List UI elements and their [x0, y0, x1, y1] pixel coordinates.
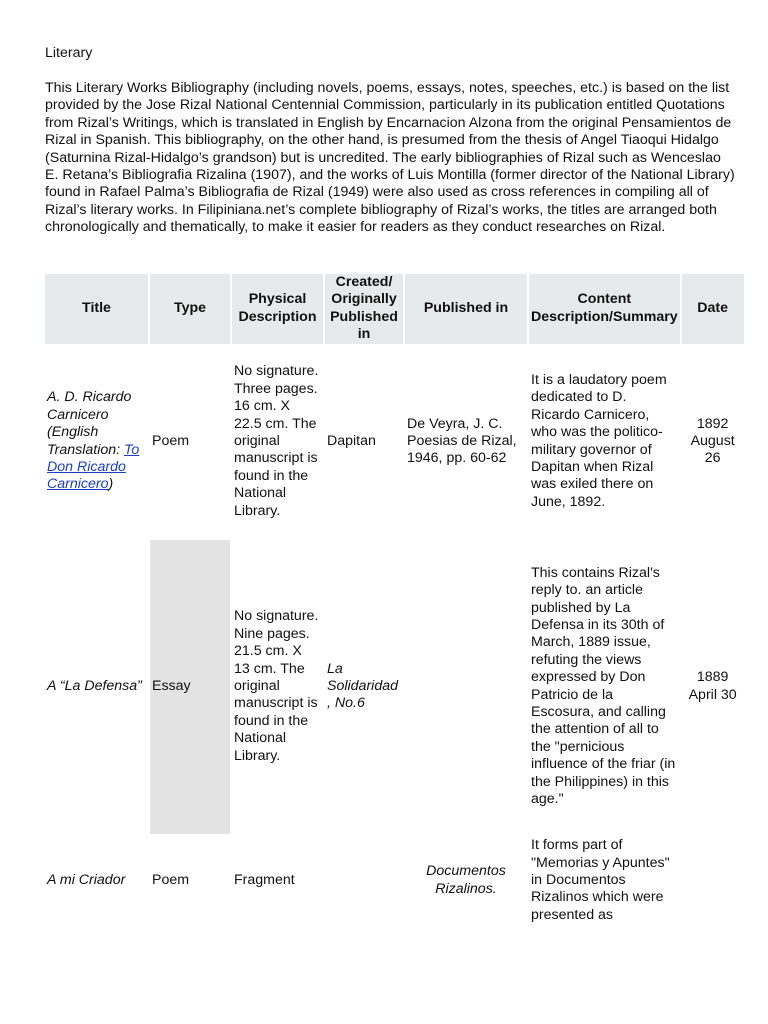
table-row [45, 346, 744, 538]
cell-summary: It forms part of "Memorias y Apuntes" in Documentos Rizalinos which were presented as [531, 837, 670, 923]
table-row [45, 540, 744, 834]
cell-created: Dapitan [327, 432, 376, 449]
col-header-summary: Content Description/Summary [529, 274, 680, 344]
cell-title: A mi Criador [47, 871, 126, 888]
cell-date: 1892 August 26 [690, 415, 735, 467]
cell-physical: Fragment [234, 871, 295, 888]
cell-date: 1889 April 30 [688, 669, 737, 703]
cell-created [325, 836, 403, 926]
cell-physical: No signature. Nine pages. 21.5 cm. X 13 cm. The original manuscript is found in the National Library. [234, 608, 319, 764]
cell-type: Essay [150, 540, 230, 834]
cell-title: A “La Defensa” [47, 677, 142, 694]
cell-summary: It is a laudatory poem dedicated to D. Ricardo Carnicero, who was the politico-military governor of Dapitan when Rizal was exiled there on June, 1892. [531, 372, 667, 510]
table-header-row [45, 274, 744, 344]
cell-published: Documentos Rizalinos. [426, 863, 506, 897]
intro-paragraph: This Literary Works Bibliography (including novels, poems, essays, notes, speeches, etc.) is based on the list provided by the Jose Rizal National Centennial Commission, particularly in its publication entitled Quotations from Rizal’s Writings, which is translated in English by Encarnacion Alzona from the original Pensamientos de Rizal in Spanish. This bibliography, on the other hand, is presumed from the thesis of Angel Tiaoqui Hidalgo (Saturnina Rizal-Hidalgo’s grandson) but is uncredited. The early bibliographies of Rizal such as Wenceslao E. Retana’s Bibliografia Rizalina (1907), and the works of Luis Montilla (former director of the National Library) found in Rafael Palma’s Bibliografia de Rizal (1949) were also used as cross references in compiling all of Rizal’s literary works. In Filipiniana.net’s complete bibliography of Rizal’s works, the titles are arranged both chronologically and thematically, to make it easier for readers as they conduct researches on Rizal. [45, 80, 735, 236]
title-link[interactable]: To Don Ricardo Carnicero [47, 441, 140, 493]
cell-date [682, 836, 744, 926]
cell-type: Poem [152, 432, 190, 449]
cell-created: La Solidaridad , No.6 [327, 660, 398, 712]
cell-title [45, 346, 148, 538]
col-header-title: Title [45, 274, 148, 344]
title-text: A. D. Ricardo Carnicero (English Translation: [47, 389, 132, 458]
cell-physical: No signature. Three pages. 16 cm. X 22.5 cm. The original manuscript is found in the National Library. [234, 363, 319, 519]
col-header-date: Date [682, 274, 744, 344]
cell-published: De Veyra, J. C. Poesias de Rizal, 1946, pp. 60-62 [407, 415, 517, 467]
table-row [45, 836, 744, 926]
cell-summary: This contains Rizal's reply to. an article published by La Defensa in its 30th of March, 1889 issue, refuting the views expressed by Don Patricio de la Escosura, and calling the attention of all to the "pernicious influence of the friar (in the Philippines) in this age." [531, 564, 676, 808]
cell-published [405, 540, 527, 834]
col-header-type: Type [150, 274, 230, 344]
page-heading: Literary [45, 45, 93, 61]
bibliography-table [43, 272, 746, 928]
title-text-end: ) [108, 476, 114, 493]
col-header-published: Published in [405, 274, 527, 344]
col-header-physical: Physical Description [232, 274, 323, 344]
cell-type: Poem [152, 871, 190, 888]
col-header-created: Created/ Originally Published in [325, 274, 403, 344]
